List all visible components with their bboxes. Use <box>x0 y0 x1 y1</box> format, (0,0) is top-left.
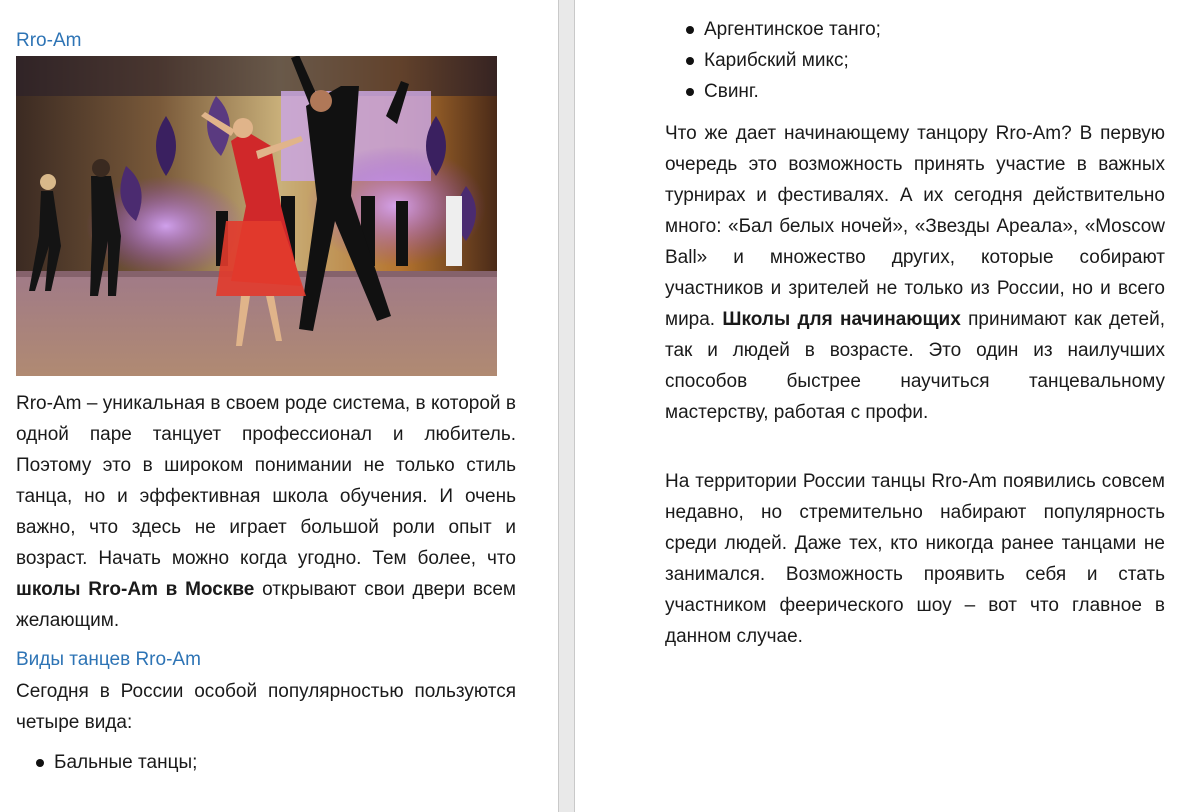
document-page-right <box>575 0 1188 812</box>
document-page-left <box>0 0 558 812</box>
dance-couple-photo <box>16 56 497 376</box>
list-item: Свинг. <box>682 76 1162 107</box>
section-heading: Виды танцев Rro-Am <box>16 649 201 670</box>
page-title: Rro-Am <box>16 30 82 51</box>
dance-types-list-right <box>682 14 1162 107</box>
page-gutter <box>558 0 575 812</box>
benefits-text-2: принимают как детей, так и людей в возрасте. Это один из наилучших способов быстрее научиться танцевальному мастерству, работая с профи. <box>665 309 1166 423</box>
list-item: Аргентинское танго; <box>682 14 1162 45</box>
dance-types-list-left <box>32 747 512 778</box>
history-paragraph: На территории России танцы Rro-Am появились совсем недавно, но стремительно набирают популярность среди людей. Даже тех, кто никогда ранее танцами не занимался. Возможность проявить себя и стать участником феерического шоу – вот что главное в данном случае. <box>665 471 1165 647</box>
intro-bold-link: школы Rro-Am в Москве <box>16 579 255 600</box>
types-intro-paragraph: Сегодня в России особой популярностью пользуются четыре вида: <box>16 681 516 733</box>
benefits-paragraph <box>665 118 1165 428</box>
list-item: Карибский микс; <box>682 45 1162 76</box>
intro-text-1: Rro-Am – уникальная в своем роде система, в которой в одной паре танцует профессионал и любитель. Поэтому это в широком понимании не только стиль танца, но и эффективная школа обучения. И очень важно, что здесь не играет большой роли опыт и возраст. Начать можно когда угодно. Тем более, что <box>16 393 516 569</box>
benefits-bold-link: Школы для начинающих <box>722 309 961 330</box>
benefits-text-1: Что же дает начинающему танцору Rro-Am? В первую очередь это возможность принять участие в важных турнирах и фестивалях. А их сегодня действительно много: «Бал белых ночей», «Звезды Ареала», «Moscow Ball» и множество других, которые собирают участников и зрителей не только из России, но и всего мира. <box>665 123 1165 330</box>
list-item: Бальные танцы; <box>32 747 512 778</box>
intro-paragraph <box>16 388 516 636</box>
intro-text-2: открывают свои двери всем желающим. <box>16 579 516 631</box>
